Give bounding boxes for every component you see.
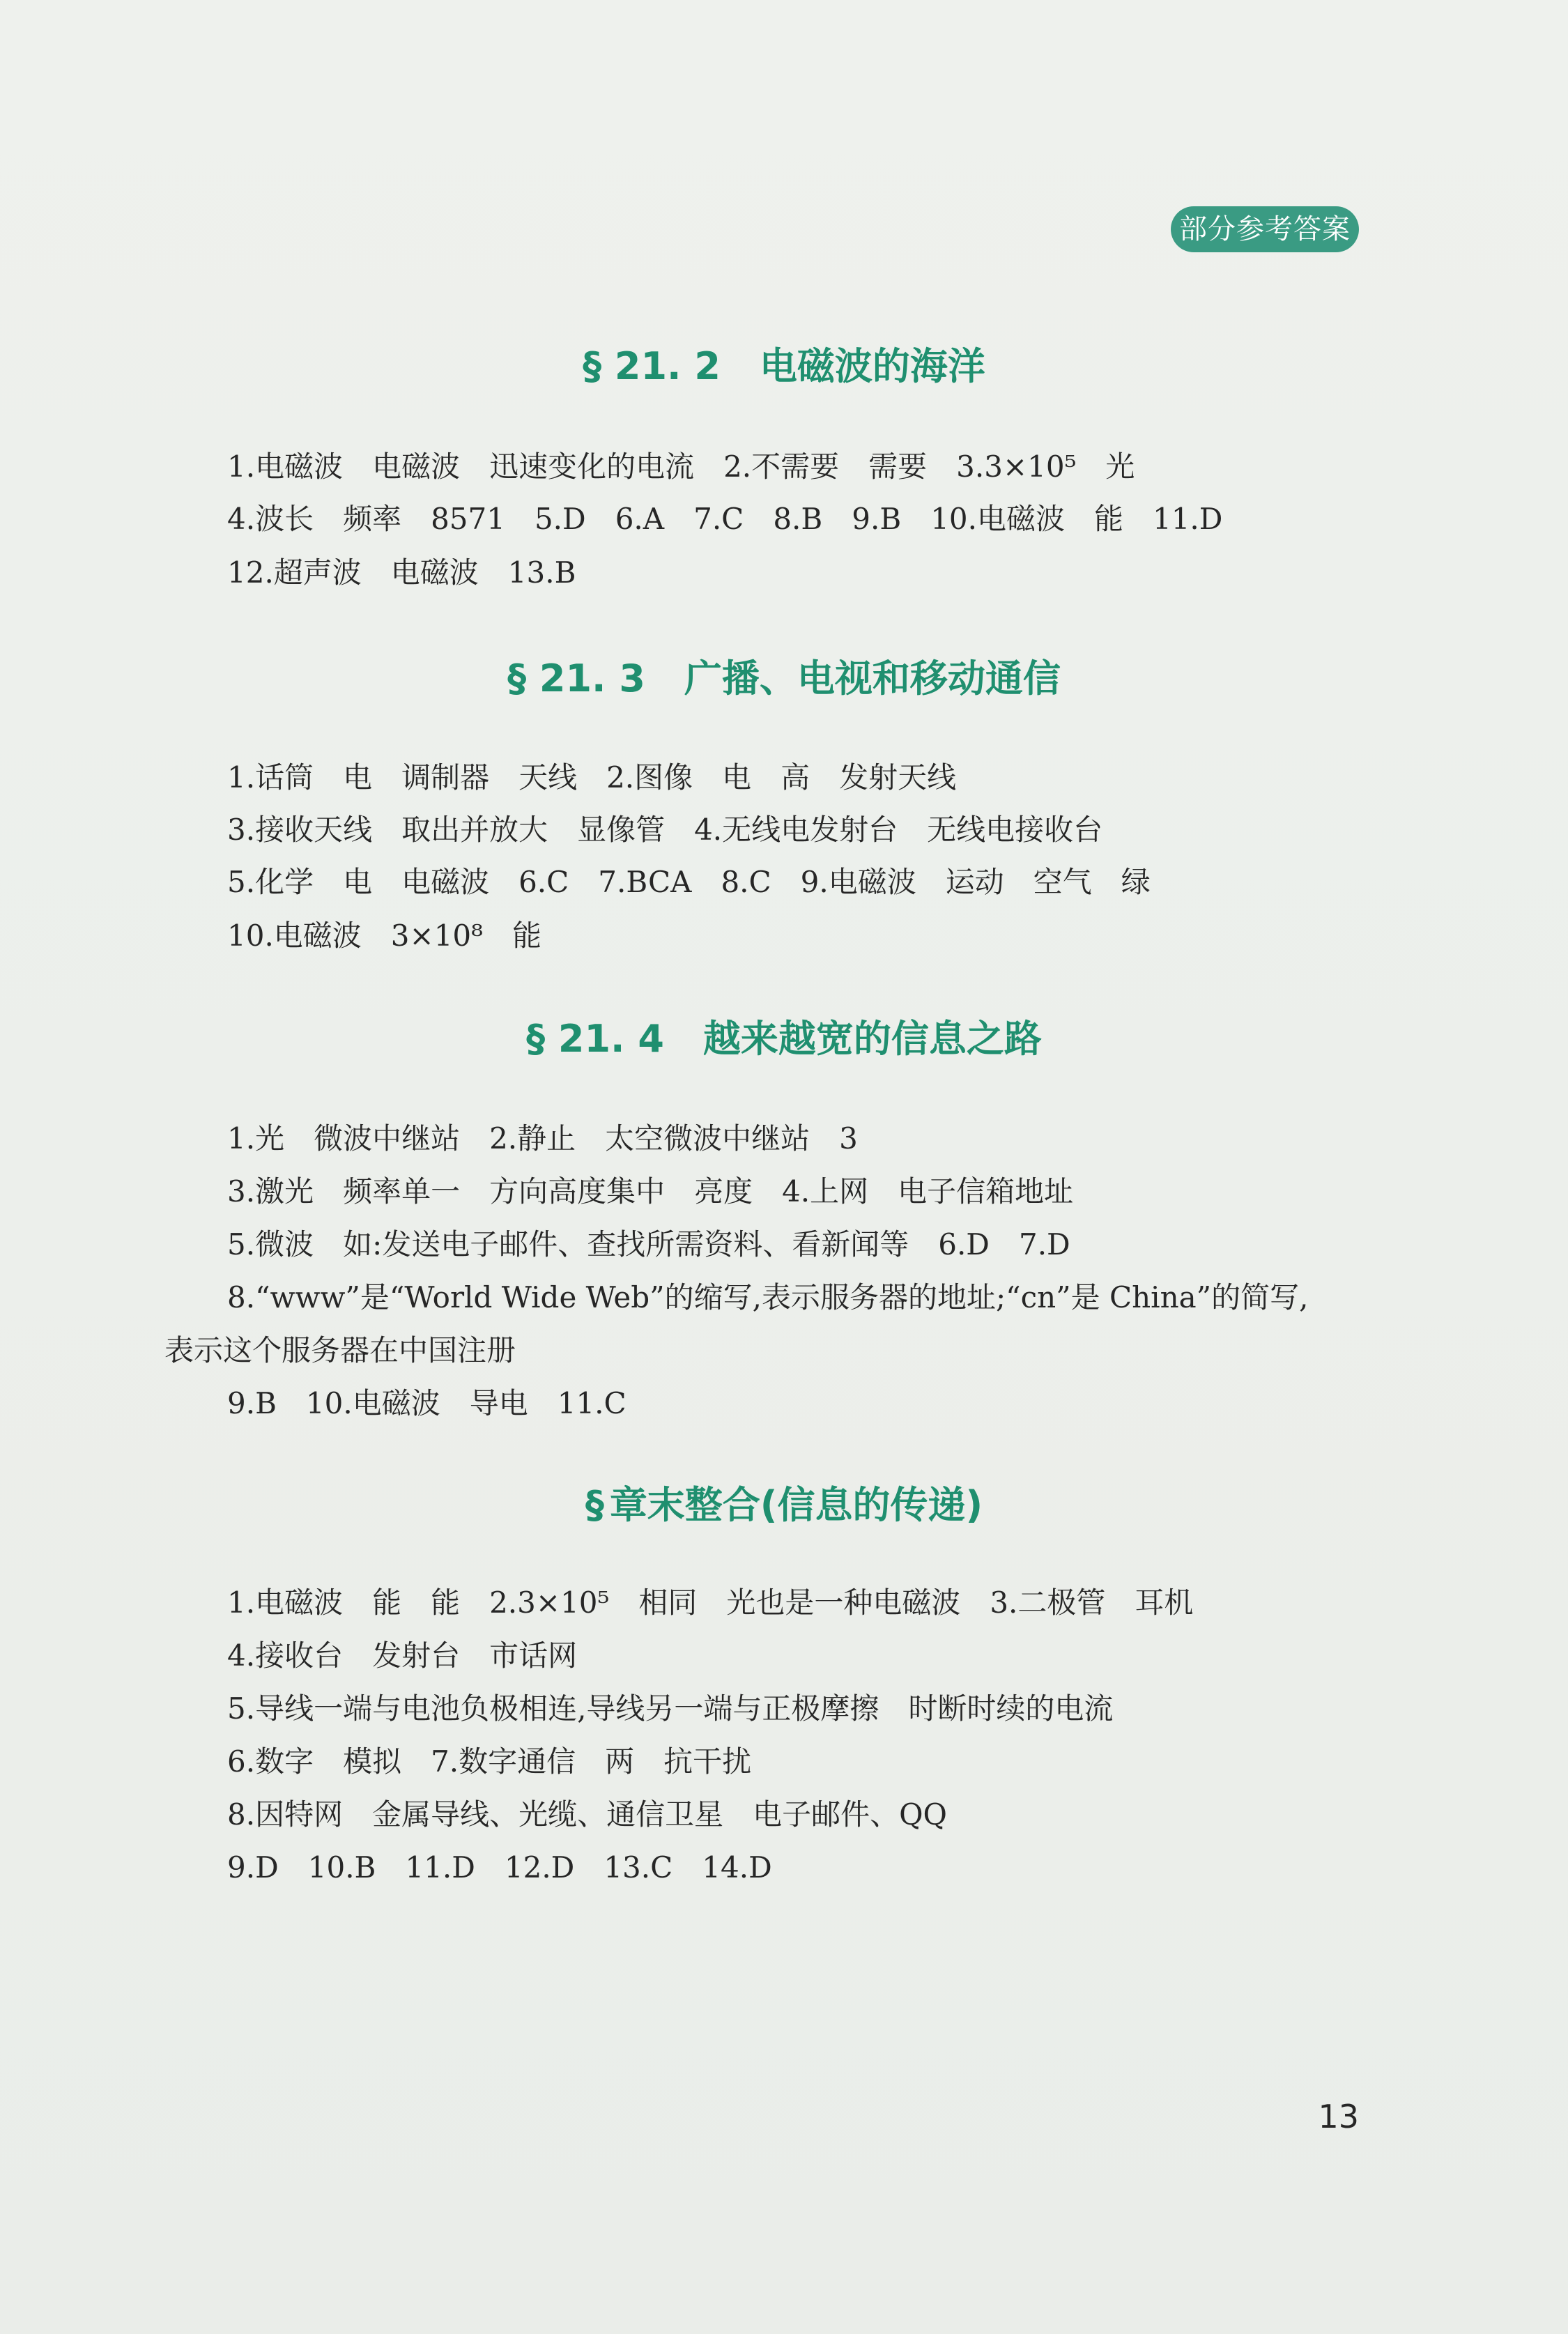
section-title: 章末整合(信息的传递) [609, 1483, 983, 1527]
answer-line: 4.波长 频率 8571 5.D 6.A 7.C 8.B 9.B 10.电磁波 能 11.D [227, 502, 1223, 536]
answer-line: 5.微波 如:发送电子邮件、查找所需资料、看新闻等 6.D 7.D [227, 1227, 1070, 1261]
answer-line: 4.接收台 发射台 市话网 [227, 1638, 578, 1673]
answer-line: 1.电磁波 能 能 2.3×10⁵ 相同 光也是一种电磁波 3.二极管 耳机 [227, 1586, 1194, 1620]
answer-line: 5.化学 电 电磁波 6.C 7.BCA 8.C 9.电磁波 运动 空气 绿 [227, 865, 1151, 899]
answer-key-tab: 部分参考答案 [1171, 206, 1359, 252]
answer-line: 3.激光 频率单一 方向高度集中 亮度 4.上网 电子信箱地址 [227, 1174, 1074, 1208]
page-number: 13 [1318, 2098, 1359, 2135]
answer-line: 9.D 10.B 11.D 12.D 13.C 14.D [227, 1850, 772, 1884]
answer-line: 6.数字 模拟 7.数字通信 两 抗干扰 [227, 1744, 752, 1779]
answer-line: 1.话筒 电 调制器 天线 2.图像 电 高 发射天线 [227, 760, 957, 794]
section-number: § [585, 1483, 604, 1527]
section-heading-21-2 [0, 339, 1568, 394]
section-number: § 21. 4 [526, 1017, 664, 1061]
section-heading-chapter-summary [0, 1477, 1568, 1533]
answer-line: 1.光 微波中继站 2.静止 太空微波中继站 3 [227, 1121, 858, 1156]
answer-line: 3.接收天线 取出并放大 显像管 4.无线电发射台 无线电接收台 [227, 813, 1103, 847]
section-heading-21-3 [0, 651, 1568, 707]
section-title: 广播、电视和移动通信 [684, 657, 1061, 700]
section-number: § 21. 3 [507, 657, 645, 700]
answer-line: 10.电磁波 3×10⁸ 能 [227, 919, 541, 953]
answer-line: 5.导线一端与电池负极相连,导线另一端与正极摩擦 时断时续的电流 [227, 1691, 1114, 1726]
answer-line: 1.电磁波 电磁波 迅速变化的电流 2.不需要 需要 3.3×10⁵ 光 [227, 450, 1135, 484]
section-title: 越来越宽的信息之路 [702, 1017, 1042, 1061]
section-number: § 21. 2 [583, 344, 721, 388]
answer-line: 9.B 10.电磁波 导电 11.C [227, 1386, 627, 1420]
answer-line: 表示这个服务器在中国注册 [164, 1333, 516, 1367]
answer-line: 8.因特网 金属导线、光缆、通信卫星 电子邮件、QQ [227, 1797, 947, 1832]
section-heading-21-4 [0, 1011, 1568, 1067]
section-title: 电磁波的海洋 [759, 344, 985, 388]
answer-line: 12.超声波 电磁波 13.B [227, 555, 576, 590]
answer-line: 8.“www”是“World Wide Web”的缩写,表示服务器的地址;“cn”是 China”的简写, [227, 1280, 1309, 1314]
